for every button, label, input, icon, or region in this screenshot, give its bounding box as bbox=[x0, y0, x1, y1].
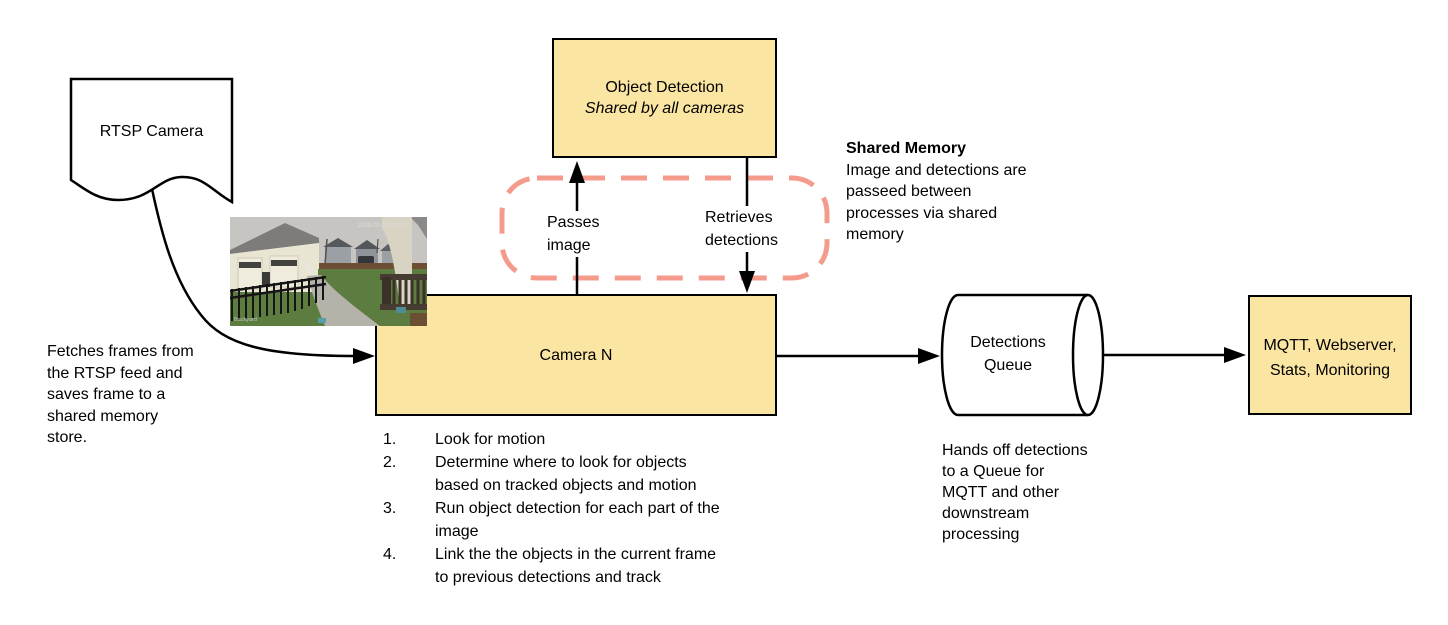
camera-snapshot-image bbox=[230, 217, 427, 326]
shared-memory-line: memory bbox=[846, 226, 904, 243]
step-number: 1. bbox=[383, 431, 397, 448]
passes-image-line1: Passes bbox=[547, 214, 600, 231]
fetches-line: shared memory bbox=[47, 407, 159, 425]
camera-step-2 bbox=[383, 451, 720, 497]
hands-off-line: Hands off detections bbox=[942, 442, 1088, 459]
step-text: based on tracked objects and motion bbox=[435, 477, 697, 494]
camera-n-label: Camera N bbox=[539, 346, 613, 364]
detections-queue-end-cap bbox=[1073, 295, 1103, 415]
hands-off-line: downstream bbox=[942, 505, 1030, 522]
detections-queue-line1: Detections bbox=[970, 334, 1046, 351]
camera-step-1 bbox=[383, 428, 720, 451]
passes-image-line2: image bbox=[547, 237, 591, 254]
retrieves-detections-line1: Retrieves bbox=[705, 209, 773, 226]
outputs-label-line2: Stats, Monitoring bbox=[1269, 362, 1391, 379]
arrowhead-retrieves-detections bbox=[739, 271, 755, 293]
step-number: 4. bbox=[383, 546, 397, 563]
hands-off-line: MQTT and other bbox=[942, 484, 1060, 501]
annotation-fetches-frames bbox=[47, 341, 194, 449]
shared-memory-line: Image and detections are bbox=[846, 161, 1027, 179]
detections-queue-label bbox=[942, 331, 1074, 377]
arrowhead-passes-image bbox=[569, 161, 585, 183]
hands-off-line: processing bbox=[942, 526, 1020, 543]
hands-off-line: to a Queue for bbox=[942, 463, 1045, 480]
step-text: Look for motion bbox=[435, 431, 546, 448]
object-detection-subtitle: Shared by all cameras bbox=[584, 100, 745, 117]
camera-step-3 bbox=[383, 497, 720, 543]
retrieves-detections-line2: detections bbox=[705, 232, 778, 249]
step-text: image bbox=[435, 523, 479, 540]
step-text: Link the the objects in the current frame bbox=[435, 546, 717, 563]
detections-queue-line2: Queue bbox=[983, 357, 1033, 374]
shared-memory-line: processes via shared bbox=[846, 204, 998, 222]
arrowhead-camera-to-queue bbox=[918, 348, 940, 364]
step-text: to previous detections and track bbox=[435, 569, 661, 586]
step-number: 3. bbox=[383, 500, 397, 517]
camera-step-4 bbox=[383, 543, 720, 589]
fetches-line: saves frame to a bbox=[47, 386, 166, 403]
arrowhead-rtsp-to-camera bbox=[353, 348, 375, 364]
node-camera-n bbox=[375, 294, 777, 416]
outputs-label-line1: MQTT, Webserver, bbox=[1263, 337, 1397, 354]
annotation-hands-off bbox=[942, 440, 1088, 545]
node-outputs bbox=[1248, 295, 1412, 415]
fetches-line: the RTSP feed and bbox=[47, 364, 183, 382]
step-number: 2. bbox=[383, 454, 397, 471]
shared-memory-title: Shared Memory bbox=[846, 140, 967, 157]
step-text: Run object detection for each part of the bbox=[435, 500, 720, 517]
arrowhead-queue-to-outputs bbox=[1224, 347, 1246, 363]
edge-label-passes-image bbox=[545, 211, 601, 257]
camera-steps-list bbox=[383, 428, 720, 589]
object-detection-title: Object Detection bbox=[605, 79, 724, 96]
step-text: Determine where to look for objects bbox=[435, 454, 687, 471]
node-object-detection bbox=[552, 38, 777, 158]
annotation-shared-memory bbox=[846, 138, 1027, 246]
shared-memory-line: passeed between bbox=[846, 183, 972, 200]
rtsp-camera-label: RTSP Camera bbox=[99, 123, 204, 140]
snapshot-timestamp: 2018-03-06 00:00 bbox=[358, 223, 406, 229]
edge-label-retrieves-detections bbox=[703, 206, 780, 252]
fetches-line: Fetches frames from bbox=[47, 343, 194, 360]
fetches-line: store. bbox=[47, 429, 88, 446]
snapshot-camera-name-watermark: Backyard bbox=[234, 317, 257, 323]
